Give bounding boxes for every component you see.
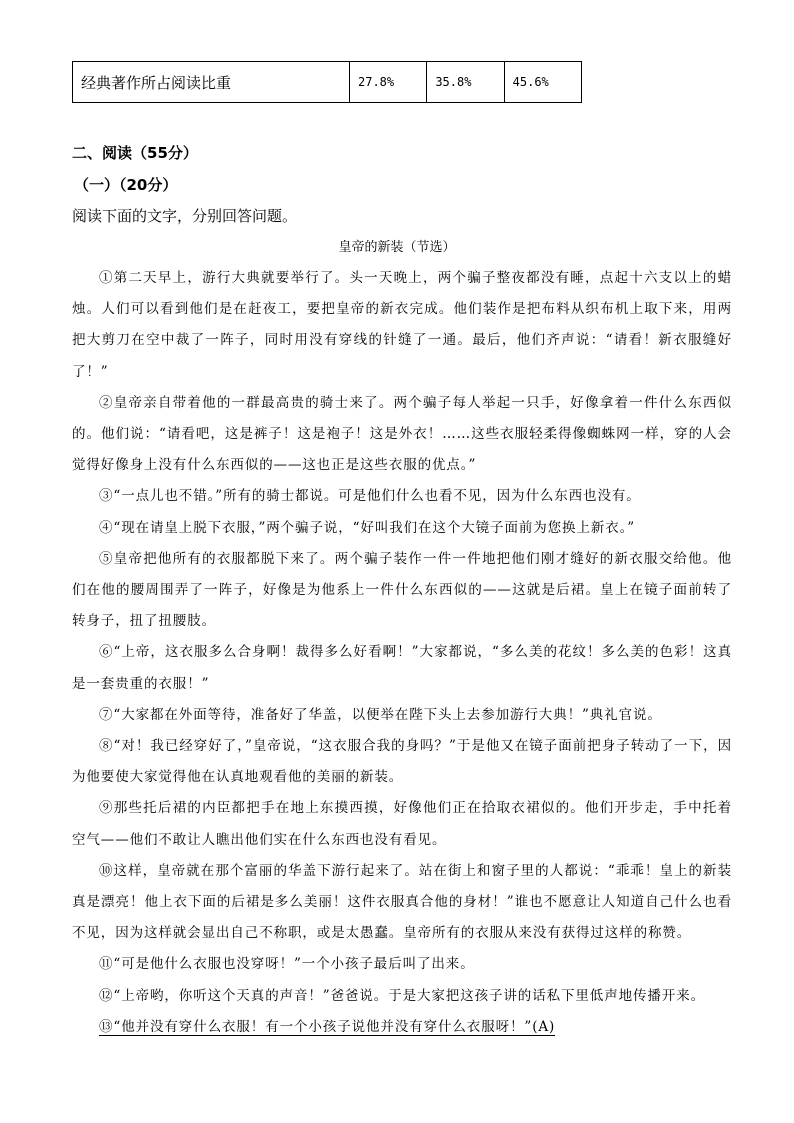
paragraph-11: ⑪“可是他什么衣服也没穿呀！”一个小孩子最后叫了出来。: [99, 956, 475, 973]
paragraph-8: ⑧“对！我已经穿好了，”皇帝说，“这衣服合我的身吗？”于是他又在镜子面前把身子转动了一下，因为他要使大家觉得他在认真地观看他的美丽的新装。: [72, 738, 732, 786]
paragraph-3: ③“一点儿也不错。”所有的骑士都说。可是他们什么也看不见，因为什么东西也没有。: [99, 488, 641, 505]
instruction-text: 阅读下面的文字，分别回答问题。: [72, 207, 298, 225]
passage-body: [72, 263, 732, 1043]
section-heading: 二、阅读（55分）: [72, 144, 198, 162]
table-cell: 27.8%: [350, 62, 427, 103]
table-cell: 35.8%: [427, 62, 504, 103]
sub-heading: （一）（20分）: [74, 176, 178, 194]
paragraph-10: ⑩这样，皇帝就在那个富丽的华盖下游行起来了。站在街上和窗子里的人都说：“乖乖！皇上的新装真是漂亮！他上衣下面的后裙是多么美丽！这件衣服真合他的身材！”谁也不愿意让人知道自己什么也看不见，因为这样就会显出自己不称职，或是太愚蠢。皇帝所有的衣服从来没有获得过这样的称赞。: [72, 862, 732, 942]
paragraph-13: [72, 1012, 732, 1043]
table-row: [73, 62, 582, 103]
paragraph-4: ④“现在请皇上脱下衣服，”两个骗子说，“好叫我们在这个大镜子面前为您换上新衣。”: [99, 519, 636, 536]
paragraph-5: ⑤皇帝把他所有的衣服都脱下来了。两个骗子装作一件一件地把他们刚才缝好的新衣服交给他。他们在他的腰周围弄了一阵子，好像是为他系上一件什么东西似的——这就是后裙。皇上在镜子面前转了转身子，扭了扭腰肢。: [72, 550, 732, 630]
row-label: 经典著作所占阅读比重: [73, 62, 350, 103]
passage-title: 皇帝的新装（节选）: [338, 240, 456, 255]
reading-ratio-table: [72, 61, 582, 103]
paragraph-12: ⑫“上帝哟，你听这个天真的声音！”爸爸说。于是大家把这孩子讲的话私下里低声地传播开来。: [99, 987, 706, 1004]
table-cell: 45.6%: [504, 62, 581, 103]
paragraph-6: ⑥“上帝，这衣服多么合身啊！裁得多么好看啊！”大家都说，“多么美的花纹！多么美的色彩！这真是一套贵重的衣服！”: [72, 644, 732, 692]
paragraph-2: ②皇帝亲自带着他的一群最高贵的骑士来了。两个骗子每人举起一只手，好像拿着一件什么东西似的。他们说：“请看吧，这是裤子！这是袍子！这是外衣！……这些衣服轻柔得像蜘蛛网一样，穿的人会觉得好像身上没有什么东西似的——这也正是这些衣服的优点。”: [72, 394, 732, 474]
paragraph-9: ⑨那些托后裙的内臣都把手在地上东摸西摸，好像他们正在拾取衣裙似的。他们开步走，手中托着空气——他们不敢让人瞧出他们实在什么东西也没有看见。: [72, 800, 732, 848]
paragraph-1: ①第二天早上，游行大典就要举行了。头一天晚上，两个骗子整夜都没有睡，点起十六支以上的蜡烛。人们可以看到他们是在赶夜工，要把皇帝的新衣完成。他们装作是把布料从织布机上取下来，用两把大剪刀在空中裁了一阵子，同时用没有穿线的针缝了一通。最后，他们齐声说：“请看！新衣服缝好了！”: [72, 270, 732, 380]
paragraph-7: ⑦“大家都在外面等待，准备好了华盖，以便举在陛下头上去参加游行大典！”典礼官说。: [99, 706, 662, 723]
underlined-sentence: ⑬“他并没有穿什么衣服！有一个小孩子说他并没有穿什么衣服呀！”(A): [99, 1018, 556, 1035]
